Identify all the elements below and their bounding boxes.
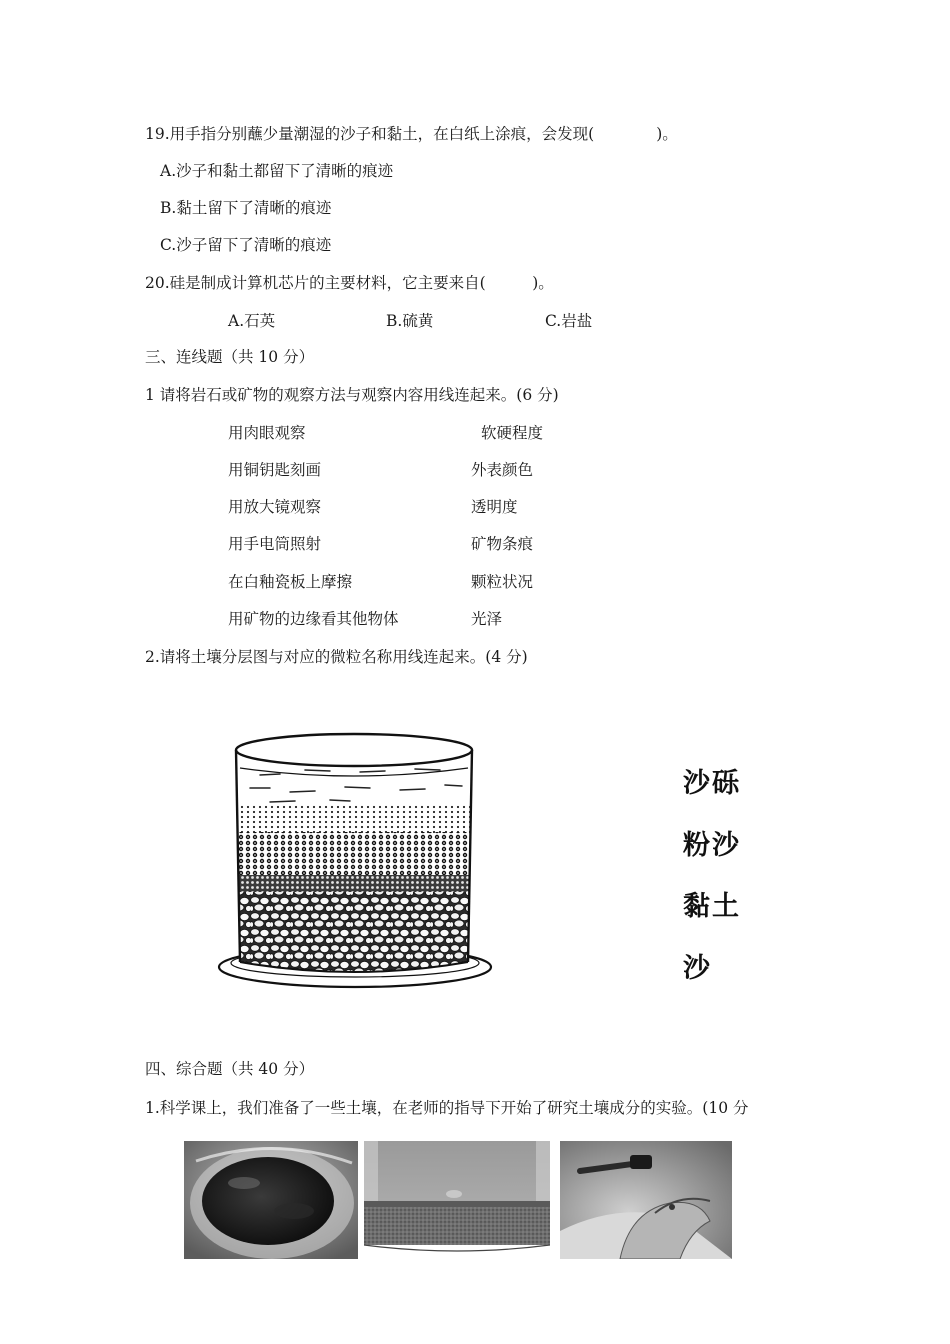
q19-option-c: C.沙子留下了清晰的痕迹 [160,236,332,254]
photo-soil-in-water-beaker [184,1141,358,1259]
q20-stem: 20.硅是制成计算机芯片的主要材料，它主要来自( )。 [145,274,554,292]
layer-label-gravel: 沙砾 [683,768,741,799]
method-item: 用矿物的边缘看其他物体 [228,610,399,628]
q20-option-c: C.岩盐 [545,312,593,330]
q20-option-a: A.石英 [228,312,276,330]
content-item: 软硬程度 [481,424,544,442]
q19-option-b: B.黏土留下了清晰的痕迹 [160,199,332,217]
method-item: 在白釉瓷板上摩擦 [228,573,353,591]
photo-rubbing-soil-fingers [560,1141,732,1259]
layer-label-silt: 粉沙 [683,830,741,861]
content-item: 矿物条痕 [471,535,534,553]
section4-title: 四、综合题（共 40 分） [145,1060,315,1078]
method-item: 用手电筒照射 [228,535,322,553]
s4-q1-stem: 1.科学课上，我们准备了一些土壤，在老师的指导下开始了研究土壤成分的实验。(10 分 [145,1099,749,1117]
photo-settled-soil-layers [364,1141,550,1259]
q19-stem: 19.用手指分别蘸少量潮湿的沙子和黏土，在白纸上涂痕，会发现( )。 [145,125,678,143]
content-item: 外表颜色 [471,461,534,479]
content-item: 颗粒状况 [471,573,534,591]
method-item: 用铜钥匙刻画 [228,461,322,479]
method-item: 用肉眼观察 [228,424,306,442]
q20-option-b: B.硫黄 [386,312,434,330]
section3-title: 三、连线题（共 10 分） [145,348,315,366]
s3-q2-stem: 2.请将土壤分层图与对应的微粒名称用线连起来。(4 分) [145,648,528,666]
layer-label-clay: 黏土 [683,891,741,922]
method-item: 用放大镜观察 [228,498,322,516]
content-item: 光泽 [471,610,503,628]
content-item: 透明度 [471,498,518,516]
layer-label-sand: 沙 [683,953,712,984]
soil-layer-beaker-illustration [210,720,500,995]
s3-q1-stem: 1 请将岩石或矿物的观察方法与观察内容用线连起来。(6 分) [145,386,559,404]
q19-option-a: A.沙子和黏土都留下了清晰的痕迹 [160,162,394,180]
